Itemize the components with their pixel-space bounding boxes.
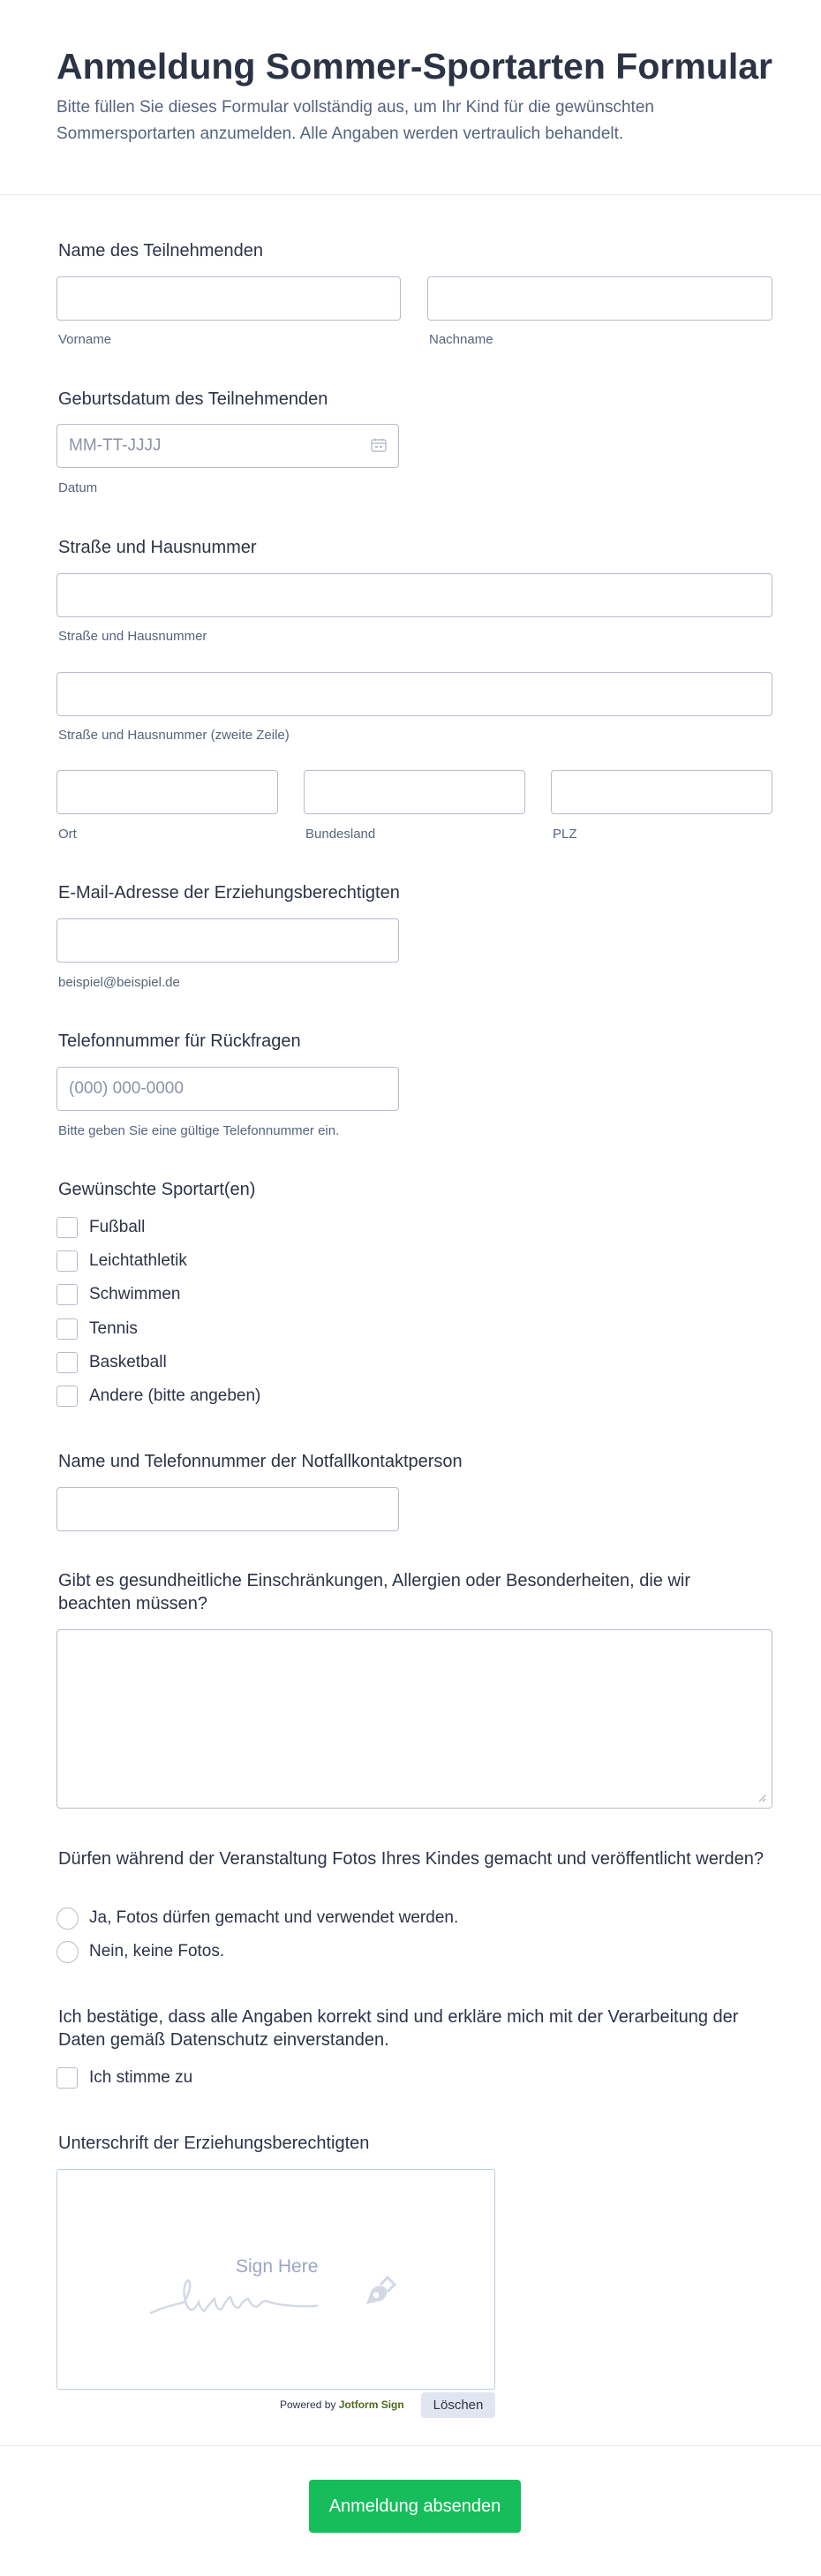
state-sublabel: Bundesland bbox=[305, 827, 376, 842]
checkbox[interactable] bbox=[56, 1318, 78, 1340]
checkbox[interactable] bbox=[56, 1250, 78, 1272]
email-label: E-Mail-Adresse der Erziehungsberechtigten bbox=[58, 883, 400, 903]
option-label: Basketball bbox=[89, 1353, 167, 1371]
signature-label: Unterschrift der Erziehungsberechtigten bbox=[58, 2134, 370, 2153]
option-label: Nein, keine Fotos. bbox=[89, 1942, 225, 1960]
divider bbox=[0, 2445, 821, 2446]
state-input[interactable] bbox=[304, 770, 525, 814]
first-name-input[interactable] bbox=[56, 276, 401, 321]
option-label: Ich stimme zu bbox=[89, 2068, 193, 2087]
form-header bbox=[0, 0, 821, 195]
option-label: Ja, Fotos dürfen gemacht und verwendet werden. bbox=[89, 1908, 459, 1927]
checkbox[interactable] bbox=[56, 1284, 78, 1305]
phone-label: Telefonnummer für Rückfragen bbox=[58, 1031, 301, 1051]
signature-pad[interactable] bbox=[56, 2169, 495, 2390]
checkbox[interactable] bbox=[56, 1352, 78, 1373]
powered-by bbox=[280, 2398, 404, 2411]
street-line1-input[interactable] bbox=[56, 573, 772, 617]
form-description: Bitte füllen Sie dieses Formular vollständig aus, um Ihr Kind für die gewünschten Sommersportarten anzumelden. Alle Angaben werden vertraulich behandelt. bbox=[56, 98, 654, 143]
option-label: Schwimmen bbox=[89, 1285, 181, 1303]
street-line2-sublabel: Straße und Hausnummer (zweite Zeile) bbox=[58, 728, 290, 743]
option-label: Tennis bbox=[89, 1319, 138, 1338]
resize-grip-icon[interactable] bbox=[757, 1794, 766, 1802]
zip-sublabel: PLZ bbox=[553, 827, 577, 842]
first-name-sublabel: Vorname bbox=[58, 332, 112, 347]
option-label: Leichtathletik bbox=[89, 1251, 187, 1270]
emergency-contact-label: Name und Telefonnummer der Notfallkontaktperson bbox=[58, 1452, 463, 1471]
calendar-icon[interactable] bbox=[371, 438, 387, 452]
emergency-contact-input[interactable] bbox=[56, 1487, 399, 1531]
signature-hint: Sign Here bbox=[236, 2256, 319, 2277]
option-label: Andere (bitte angeben) bbox=[89, 1386, 261, 1405]
checkbox[interactable] bbox=[56, 1217, 78, 1238]
health-label: Gibt es gesundheitliche Einschränkungen, Allergien oder Besonderheiten, die wir beachten müssen? bbox=[58, 1571, 691, 1613]
brand-link[interactable]: Jotform Sign bbox=[338, 2398, 404, 2411]
street-line2-input[interactable] bbox=[56, 672, 772, 716]
last-name-sublabel: Nachname bbox=[429, 332, 493, 347]
birthdate-label: Geburtsdatum des Teilnehmenden bbox=[58, 389, 328, 409]
form-title: Anmeldung Sommer-Sportarten Formular bbox=[56, 46, 772, 87]
city-input[interactable] bbox=[56, 770, 278, 814]
street-line1-sublabel: Straße und Hausnummer bbox=[58, 629, 207, 644]
email-sublabel: beispiel@beispiel.de bbox=[58, 975, 180, 990]
city-sublabel: Ort bbox=[58, 827, 77, 842]
photos-label: Dürfen während der Veranstaltung Fotos Ihres Kindes gemacht und veröffentlicht werden? bbox=[58, 1849, 764, 1869]
name-label: Name des Teilnehmenden bbox=[58, 241, 264, 261]
powered-by-text: Powered by bbox=[280, 2398, 336, 2411]
radio-button[interactable] bbox=[56, 1907, 79, 1930]
email-input[interactable] bbox=[56, 918, 399, 963]
zip-input[interactable] bbox=[551, 770, 772, 814]
sports-label: Gewünschte Sportart(en) bbox=[58, 1180, 256, 1199]
phone-input[interactable] bbox=[56, 1067, 399, 1111]
birthdate-field bbox=[56, 424, 399, 468]
birthdate-input[interactable] bbox=[56, 424, 399, 468]
address-label: Straße und Hausnummer bbox=[58, 538, 257, 557]
checkbox[interactable] bbox=[56, 1386, 78, 1407]
checkbox[interactable] bbox=[56, 2067, 78, 2089]
last-name-input[interactable] bbox=[427, 276, 772, 321]
phone-sublabel: Bitte geben Sie eine gültige Telefonnummer ein. bbox=[58, 1123, 340, 1138]
submit-button[interactable]: Anmeldung absenden bbox=[309, 2480, 521, 2533]
option-label: Fußball bbox=[89, 1218, 146, 1236]
consent-label: Ich bestätige, dass alle Angaben korrekt sind und erkläre mich mit der Verarbeitung der Daten gemäß Datenschutz einverstanden. bbox=[58, 2007, 739, 2050]
radio-button[interactable] bbox=[56, 1941, 79, 1963]
clear-signature-button[interactable]: Löschen bbox=[421, 2392, 495, 2418]
birthdate-sublabel: Datum bbox=[58, 480, 98, 495]
health-textarea[interactable] bbox=[56, 1629, 772, 1809]
